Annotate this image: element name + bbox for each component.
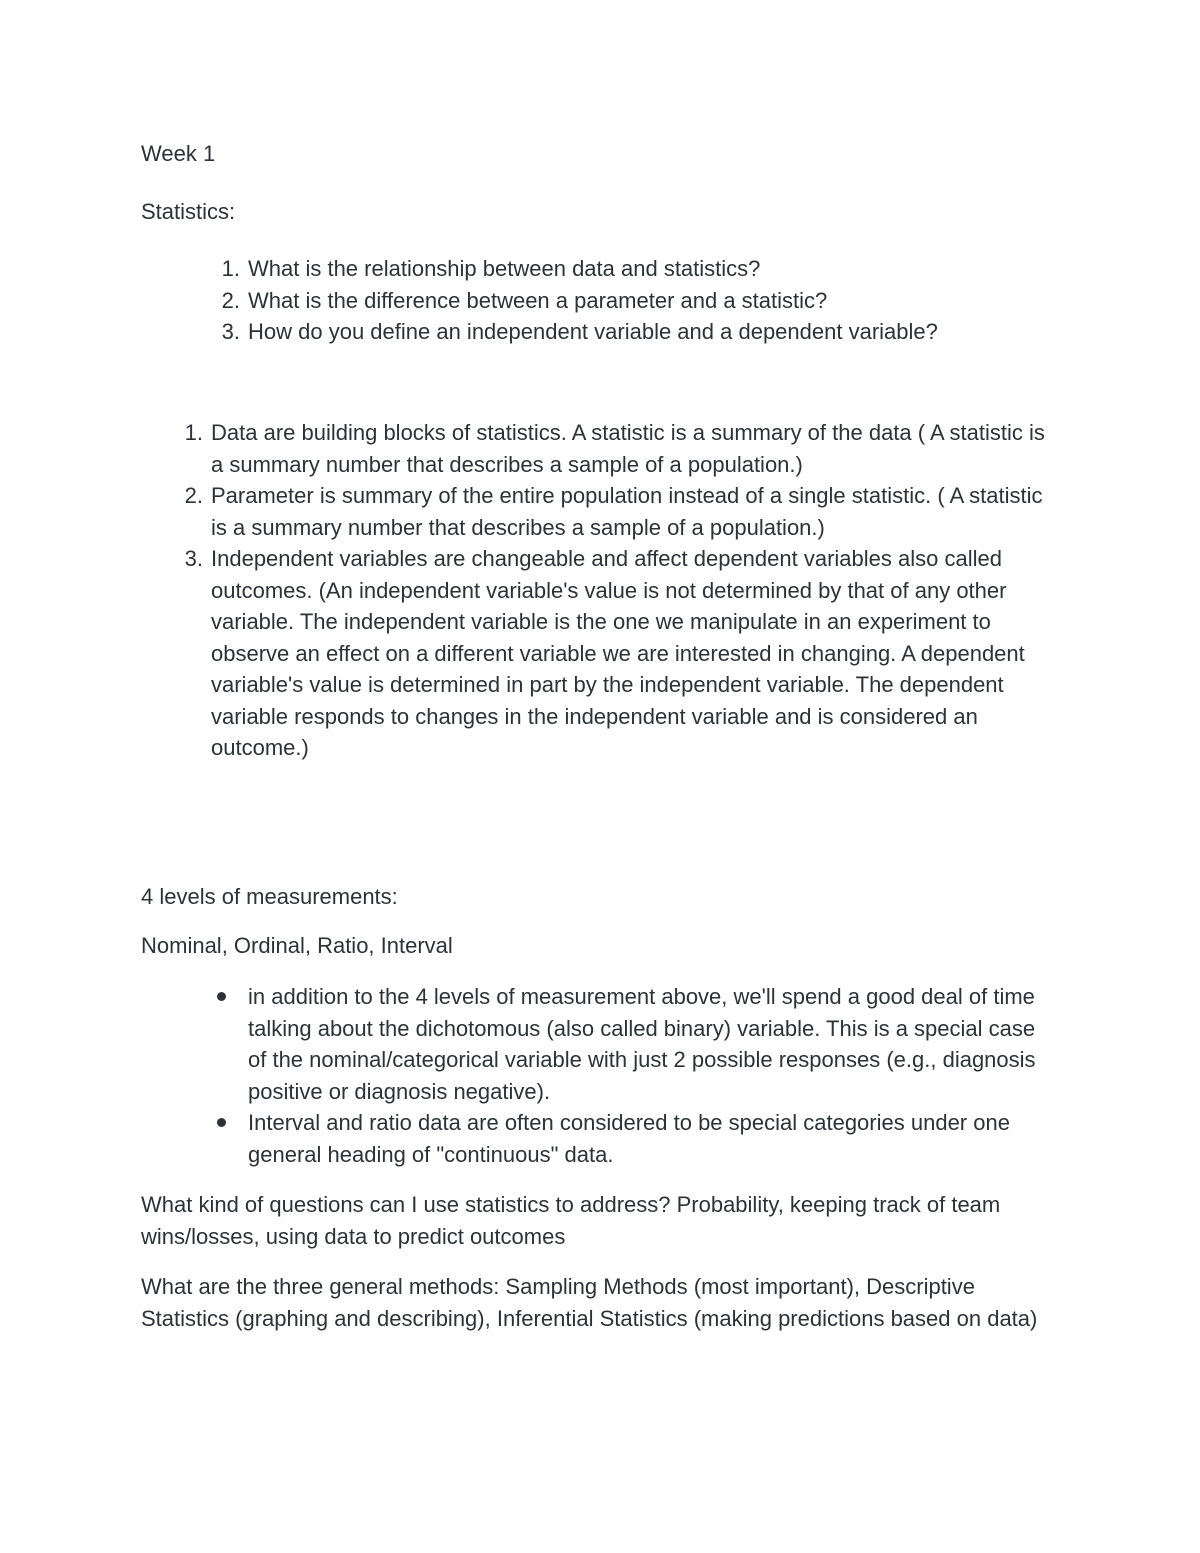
bullet-text: Interval and ratio data are often considered to be special categories under one general heading of "continuous" data.: [248, 1110, 1010, 1167]
question-kinds-paragraph: What kind of questions can I use statistics to address? Probability, keeping track of team wins/losses, using data to predict outcomes: [141, 1192, 1001, 1249]
bullet-text: in addition to the 4 levels of measurement above, we'll spend a good deal of time talking about the dichotomous (also called binary) variable. This is a special case of the nominal/categorical variable with just 2 possible responses (e.g., diagnosis positive or diagnosis negative).: [248, 984, 1036, 1104]
bullet-item-1: [248, 981, 1048, 1107]
levels-heading: 4 levels of measurements:: [141, 884, 398, 909]
question-item-1: [221, 253, 1048, 285]
bullet-icon: [217, 1118, 226, 1127]
three-methods-paragraph: What are the three general methods: Sampling Methods (most important), Descriptive Statistics (graphing and describing), Inferential Statistics (making predictions based on data): [141, 1274, 1038, 1331]
answer-text: Parameter is summary of the entire population instead of a single statistic. ( A statistic is a summary number that describes a sample of a population.): [211, 483, 1043, 540]
questions-list: [221, 253, 1048, 348]
levels-list: Nominal, Ordinal, Ratio, Interval: [141, 933, 453, 958]
bullet-item-2: [248, 1107, 1048, 1170]
answers-list: [184, 417, 1061, 764]
answer-item-3: [184, 543, 1061, 764]
question-text: What is the relationship between data and statistics?: [248, 256, 761, 281]
answer-number: 1.: [184, 420, 203, 445]
question-number: 2.: [221, 287, 240, 313]
answer-number: 2.: [184, 483, 203, 508]
answer-text: Independent variables are changeable and affect dependent variables also called outcomes. (An independent variable's value is not determined by that of any other variable. The independent variable is the one we manipulate in an experiment to observe an effect on a different variable we are interested in changing. A dependent variable's value is determined in part by the independent variable. The dependent variable responds to changes in the independent variable and is considered an outcome.): [211, 546, 1025, 760]
notes-bullet-list: [248, 981, 1048, 1170]
answer-item-1: [184, 417, 1061, 480]
question-number: 3.: [221, 319, 240, 344]
answer-text: Data are building blocks of statistics. A statistic is a summary of the data ( A statistic is a summary number that describes a sample of a population.): [211, 420, 1045, 477]
page-heading: Week 1: [141, 141, 216, 166]
question-item-2: [221, 285, 1048, 317]
answer-item-2: [184, 480, 1061, 543]
question-number: 1.: [221, 256, 240, 281]
answer-number: 3.: [184, 546, 203, 571]
bullet-icon: [217, 992, 226, 1001]
question-text: How do you define an independent variable and a dependent variable?: [248, 319, 938, 344]
question-item-3: [221, 316, 1048, 348]
subject-label: Statistics:: [141, 199, 236, 224]
question-text: What is the difference between a parameter and a statistic?: [248, 287, 828, 313]
